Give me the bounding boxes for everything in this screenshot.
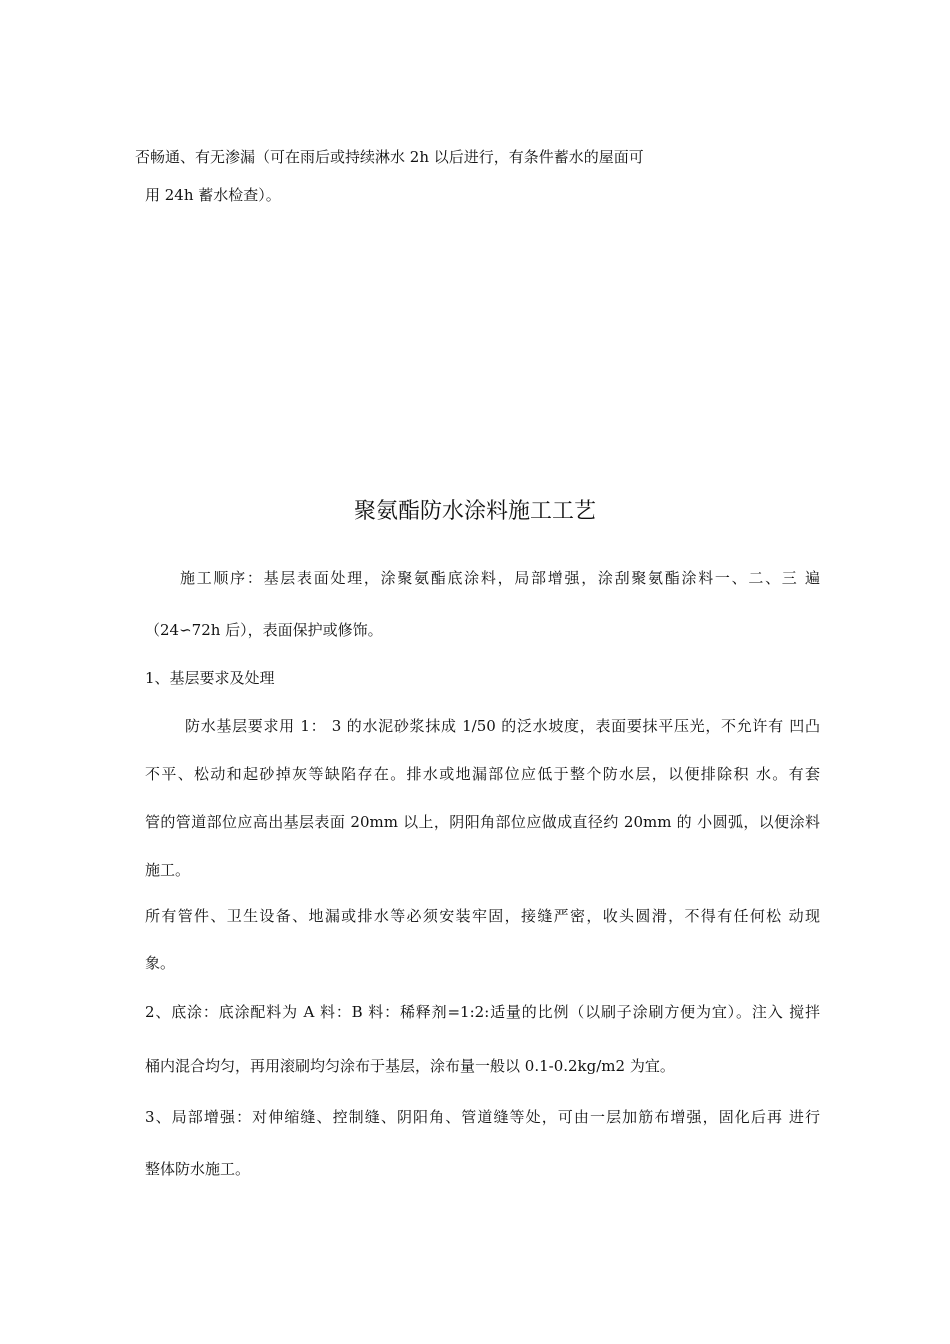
sequence-line-2: （24∽72h 后），表面保护或修饰。 <box>145 621 383 639</box>
section-3-line-2: 整体防水施工。 <box>145 1160 251 1178</box>
top-paragraph-line-2: 用 24h 蓄水检查）。 <box>145 186 281 204</box>
section-1-paragraph-1-line-2: 不平、松动和起砂掉灰等缺陷存在。排水或地漏部位应低于整个防水层，以便排除积 水。有套 <box>145 765 820 783</box>
section-1-heading: 1、基层要求及处理 <box>145 669 275 687</box>
section-3-line-1: 3、局部增强：对伸缩缝、控制缝、阴阳角、管道缝等处，可由一层加筋布增强，固化后再 进行 <box>145 1108 820 1126</box>
top-paragraph-line-1: 否畅通、有无渗漏（可在雨后或持续淋水 2h 以后进行，有条件蓄水的屋面可 <box>135 148 644 166</box>
section-2-line-1: 2、底涂：底涂配料为 A 料：B 料：稀释剂=1:2:适量的比例（以刷子涂刷方便为宜）。注入 搅拌 <box>145 1003 820 1021</box>
section-1-paragraph-1-line-3: 管的管道部位应高出基层表面 20mm 以上，阴阳角部位应做成直径约 20mm 的 小圆弧，以便涂料 <box>145 813 820 831</box>
section-1-paragraph-1-line-4: 施工。 <box>145 861 191 879</box>
page-title: 聚氨酯防水涂料施工工艺 <box>353 499 596 524</box>
section-2-line-2: 桶内混合均匀，再用滚刷均匀涂布于基层，涂布量一般以 0.1-0.2kg/m2 为宜。 <box>145 1057 675 1075</box>
sequence-line-1: 施工顺序：基层表面处理，涂聚氨酯底涂料，局部增强，涂刮聚氨酯涂料一、二、三 遍 <box>180 569 820 587</box>
section-1-paragraph-2-line-2: 象。 <box>145 954 176 972</box>
section-1-paragraph-2-line-1: 所有管件、卫生设备、地漏或排水等必须安装牢固，接缝严密，收头圆滑，不得有任何松 动现 <box>145 907 820 925</box>
section-1-paragraph-1-line-1: 防水基层要求用 1： 3 的水泥砂浆抹成 1/50 的泛水坡度，表面要抹平压光，不允许有 凹凸 <box>185 717 820 735</box>
